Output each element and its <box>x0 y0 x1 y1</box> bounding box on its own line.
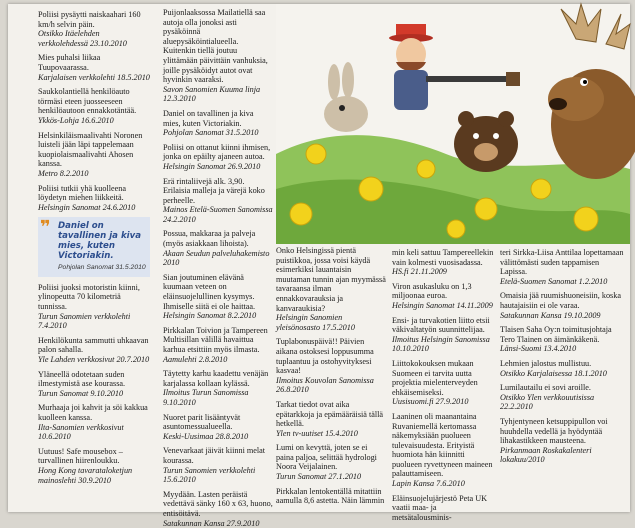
clipping-text: Poliisi on ottanut kiinni ihmisen, jonka on epäilty ajaneen autoa. <box>163 143 273 162</box>
clipping-item <box>392 359 496 407</box>
clipping-text: Viron asukasluku on 1,3 miljoonaa euroa. <box>392 282 496 301</box>
clipping-text: Sian joutuminen elävänä kuumaan veteen on eläinsuojelullinen kysymys. Ihmiselle siitä ei ole haittaa. <box>163 273 273 311</box>
clipping-item <box>163 143 273 172</box>
clipping-text: Liittokokouksen mukaan Suomeen ei tarvita uutta projektia mielenterveyden ehkäisemiseksi. <box>392 359 496 397</box>
clipping-source: Turun Sanomien verkkolehti 7.4.2010 <box>38 312 150 331</box>
clipping-text: Murhaaja joi kahvit ja söi kakkua kuolleen kanssa. <box>38 403 150 422</box>
clipping-text: Poliisi pysäytti naiskaahari 160 km/h selvin päin. <box>38 10 150 29</box>
clipping-item <box>500 248 628 286</box>
clipping-item <box>392 282 496 311</box>
clipping-text: teri Sirkka-Liisa Anttilaa lopettamaan välittömästi suden tappamisen Lapissa. <box>500 248 628 277</box>
clipping-source: Aamulehti 2.8.2010 <box>163 355 273 365</box>
clipping-text: Eläinsuojelujärjestö Peta UK vaatii maa- ja metsätalousminis- <box>392 494 496 523</box>
clipping-source: Satakunnan Kansa 19.10.2009 <box>500 311 628 321</box>
pull-quote-source: Pohjolan Sanomat 31.5.2010 <box>58 263 146 273</box>
clipping-source: Otsikko Karjalaisessa 18.1.2010 <box>500 369 628 379</box>
clipping-source: Lapin Kansa 7.6.2010 <box>392 479 496 489</box>
clipping-item <box>38 131 150 179</box>
clipping-source: Ilmoitus Turun Sanomissa 9.10.2010 <box>163 388 273 407</box>
clipping-item <box>38 184 150 213</box>
clipping-text: Lehmien jalostus mullistuu. <box>500 359 628 369</box>
clipping-item <box>276 400 386 438</box>
clipping-item <box>163 446 273 484</box>
clipping-source: Ilmoitus Kouvolan Sanomissa 26.8.2010 <box>276 376 386 395</box>
clipping-source: Pirkanmaan Roskakalenteri lokakuu/2010 <box>500 446 628 465</box>
clipping-item <box>500 325 628 354</box>
clipping-item <box>392 412 496 489</box>
pull-quote-text: Daniel on tavallinen ja kiva mies, kuten Victoriakin. <box>58 221 146 261</box>
clipping-item <box>163 413 273 442</box>
clipping-item <box>163 229 273 267</box>
clipping-source: Turun Sanomien verkkolehti 15.6.2010 <box>163 466 273 485</box>
clipping-text: Yläneellä odotetaan suden ilmestymistä ase kourassa. <box>38 370 150 389</box>
clipping-text: Saukkolantiellä henkilöauto törmäsi eteen juosseeseen henkilöautoon ennakkotäntää. <box>38 87 150 116</box>
clipping-text: min keli sattuu Tampereellekin vain kolmesti vuosisadassa. <box>392 248 496 267</box>
clipping-text: Laaninen oli maanantaina Ruvaniemellä kertomassa näkemyksiään puolueen tulevaisuudesta. Erityistä huomiota hän kiinnitti puolueen ryvettyneen maineen palauttamiseen. <box>392 412 496 479</box>
clipping-source: Keski-Uusimaa 28.8.2010 <box>163 432 273 442</box>
clipping-text: Täytetty karhu kaadettu venäjän karjalassa kollaan kylässä. <box>163 369 273 388</box>
clipping-source: Metro 8.2.2010 <box>38 169 150 179</box>
hunting-cartoon-svg <box>276 4 630 244</box>
clipping-source: Helsingin Sanomat 26.9.2010 <box>163 162 273 172</box>
clipping-source: Ilta-Sanomien verkkosivut 10.6.2010 <box>38 423 150 442</box>
clipping-text: Myydään. Lasten peräistä vedettävä sänky 160 x 63, huono, entisöitävä. <box>163 490 273 519</box>
clipping-item <box>500 383 628 412</box>
clipping-item <box>38 87 150 125</box>
clipping-item <box>276 487 386 506</box>
clipping-source: Savon Sanomien Kuuma linja 12.3.2010 <box>163 85 273 104</box>
clipping-source: Länsi-Suomi 13.4.2010 <box>500 344 628 354</box>
column-2 <box>163 8 273 510</box>
clipping-item <box>276 246 386 332</box>
clipping-text: Erä rintaliivejä alk. 3,90. Erilaisia malleja ja värejä koko perheelle. <box>163 177 273 206</box>
clipping-item <box>392 248 496 277</box>
clipping-source: Ylen tv-uutiset 15.4.2010 <box>276 429 386 439</box>
quote-mark-icon: ❞ <box>40 221 51 235</box>
clipping-source: Karjalaisen verkkolehti 18.5.2010 <box>38 73 150 83</box>
clipping-source: Turun Sanomat 9.10.2010 <box>38 389 150 399</box>
clipping-item <box>163 490 273 528</box>
clipping-item <box>38 336 150 365</box>
clipping-source: Helsingin Sanomat 14.11.2009 <box>392 301 496 311</box>
clipping-item <box>392 316 496 354</box>
clipping-source: Etelä-Suomen Sanomat 1.2.2010 <box>500 277 628 287</box>
clipping-text: Poliisi juoksi motoristin kiinni, ylinopeutta 70 kilometriä tunnissa. <box>38 283 150 312</box>
clipping-source: Turun Sanomat 27.1.2010 <box>276 472 386 482</box>
clipping-text: Mies puhalsi liikaa Tuupovaarassa. <box>38 53 150 72</box>
clipping-text: Venevarkaat jäivät kiinni melat kourassa. <box>163 446 273 465</box>
clipping-source: Otsikko Itäelehden verkkolehdessä 23.10.2010 <box>38 29 150 48</box>
clipping-text: Uutuus! Safe mousebox – turvallinen hiirenloukku. <box>38 447 150 466</box>
clipping-item <box>163 273 273 321</box>
clipping-source: HS.fi 21.11.2009 <box>392 267 496 277</box>
clipping-source: Akaan Seudun palveluhakemisto 2010 <box>163 249 273 268</box>
clipping-text: Henkilökunta sammutti uhkaavan palon sahalla. <box>38 336 150 355</box>
clipping-item <box>163 8 273 104</box>
clipping-source: Helsingin Sanomat 24.6.2010 <box>38 203 150 213</box>
clipping-text: Lumi on kevyttä, joten se ei paina paljoa, selittää hydrologi Noora Veijalainen. <box>276 443 386 472</box>
clipping-item <box>38 53 150 82</box>
clipping-source: Yle Lahden verkkosivut 20.7.2010 <box>38 355 150 365</box>
clipping-item <box>392 494 496 523</box>
column-3 <box>276 246 386 510</box>
clipping-item <box>38 10 150 48</box>
column-5 <box>500 248 628 510</box>
clipping-item <box>38 370 150 399</box>
pull-quote <box>38 217 150 277</box>
clipping-item <box>500 359 628 378</box>
clipping-source: Ilmoitus Helsingin Sanomissa 10.10.2010 <box>392 335 496 354</box>
clipping-source: Satakunnan Kansa 27.9.2010 <box>163 519 273 528</box>
column-1 <box>38 10 150 510</box>
clipping-source: Mainos Etelä-Suomen Sanomissa 24.2.2010 <box>163 205 273 224</box>
clipping-text: Tyhjentyneen ketsuppipullon voi huuhdella vedellä ja hyödyntää lihakastikkeen mausteena. <box>500 417 628 446</box>
clipping-item <box>163 109 273 138</box>
clipping-text: Onko Helsingissä pientä puistikkoa, jossa voisi käydä esimerkiksi lauantaisin muutaman tunnin ajan myymässä tavaraansa ilman ennakkovarauksia ja kanvaraukisia? <box>276 246 386 313</box>
clipping-source: Otsikko Ylen verkkouutisissa 22.2.2010 <box>500 393 628 412</box>
clipping-text: Ensi- ja turvakotien liitto etsii väkivaltatyön suunnittelijaa. <box>392 316 496 335</box>
clipping-text: Tlaisen Saha Oy:n toimitusjohtaja Tero Tlainen on äimänkäkenä. <box>500 325 628 344</box>
clipping-item <box>276 337 386 395</box>
clipping-item <box>163 177 273 225</box>
clipping-source: Uusisuomi.fi 27.9.2010 <box>392 397 496 407</box>
clipping-text: Lumilautailu ei sovi aroille. <box>500 383 628 393</box>
clipping-item <box>500 291 628 320</box>
clipping-source: Helsingin Sanomat 8.2.2010 <box>163 311 273 321</box>
column-4 <box>392 248 496 510</box>
clipping-text: Daniel on tavallinen ja kiva mies, kuten Victoriakin. <box>163 109 273 128</box>
clipping-item <box>500 417 628 465</box>
clipping-text: Pirkkalan Toivion ja Tampereen Multisillan välillä havaittua karhua etsittiin myös ilmasta. <box>163 326 273 355</box>
clipping-text: Helsinkiläismaalivahti Noronen luisteli jään läpi tappelemaan kuopiolaismaalivahti Ahosen kanssa. <box>38 131 150 169</box>
clipping-text: Omaisia jää ruumishuoneisiin, koska hautajaisiin ei ole varaa. <box>500 291 628 310</box>
newspaper-page <box>8 4 630 512</box>
clipping-text: Poliisi tutkii yhä kuolleena löydetyn miehen liikkeitä. <box>38 184 150 203</box>
clipping-source: Ykkös-Lohja 16.6.2010 <box>38 116 150 126</box>
clipping-item <box>38 403 150 441</box>
clipping-source: Hong Kong tavarataloketjun mainoslehti 30.9.2010 <box>38 466 150 485</box>
clipping-text: Nuoret parit lisääntyvät asuntomessualueella. <box>163 413 273 432</box>
clipping-item <box>163 369 273 407</box>
clipping-text: Possua, makkaraa ja palveja (myös asiakkaan lihoista). <box>163 229 273 248</box>
clipping-text: Tuplabonuspäivä!! Päivien aikana ostoksesi loppusumma tuplaantuu ja ostohyvityksesi kasvaa! <box>276 337 386 375</box>
clipping-text: Pirkkalan lentokentällä mitattiin aamulla 8,6 astetta. Näin lämmin <box>276 487 386 506</box>
clipping-item <box>163 326 273 364</box>
clipping-text: Tarkat tiedot ovat aika epätarkkoja ja epämääräisiä tällä hetkellä. <box>276 400 386 429</box>
clipping-item <box>276 443 386 481</box>
clipping-text: Puijonlaaksossa Mailatiellä saa autoja olla jonoksi asti pysäköinnä aluepysäköintialueella. Kuitenkin tiellä joutuu ylittämään päivittäin vanhuksia, joille pysäköidyt autot ovat hyvinkin vaaraksi. <box>163 8 273 85</box>
clipping-source: Pohjolan Sanomat 31.5.2010 <box>163 128 273 138</box>
clipping-item <box>38 283 150 331</box>
cartoon-illustration <box>276 4 630 244</box>
clipping-item <box>38 447 150 485</box>
clipping-source: Helsingin Sanomien yleisönosasto 17.5.2010 <box>276 313 386 332</box>
